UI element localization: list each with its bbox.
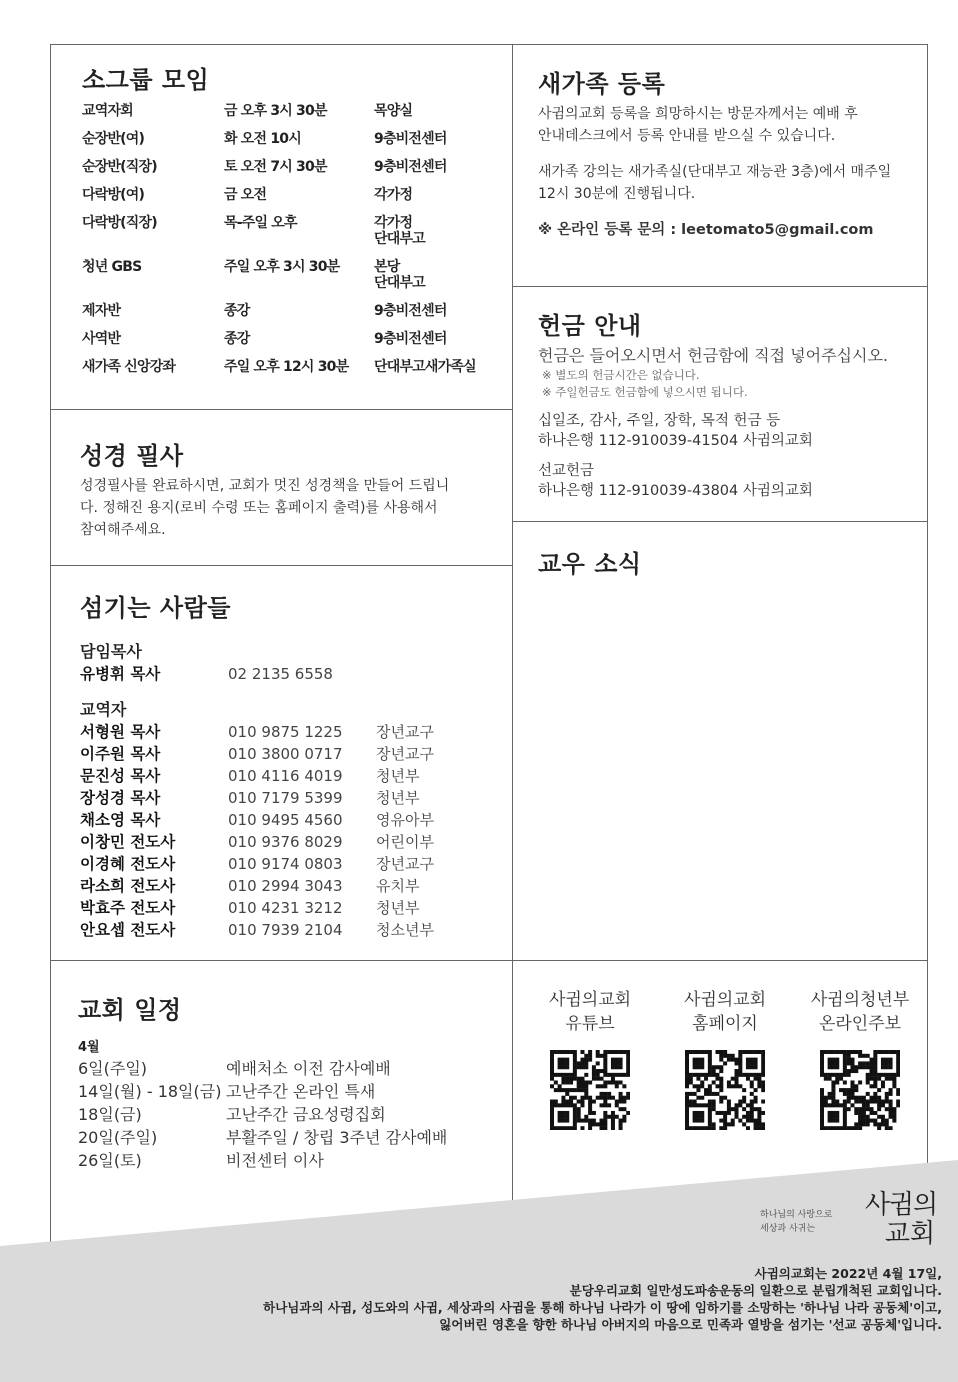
schedule-row [78,1126,498,1149]
schedule-event: 고난주간 온라인 특새 [226,1082,376,1101]
person-phone: 010 9875 1225 [228,723,343,741]
servants-section [80,588,500,941]
section-title: 성경 필사 [80,442,184,470]
person-name: 박효주 전도사 [80,899,176,917]
person-dept: 장년교구 [376,745,434,763]
logo-text: 사귐의 [864,1190,938,1220]
person-phone: 010 4116 4019 [228,767,343,785]
schedule-date: 18일(금) [78,1105,142,1124]
bible-text: 성경필사를 완료하시면, 교회가 멋진 성경책을 만들어 드립니다. 정해진 용지(로비 수령 또는 홈페이지 출력)를 사용해서 참여해주세요. [80,478,450,538]
small-group-row [82,259,502,303]
small-group-name: 다락방(직장) [82,215,157,231]
schedule-month: 4월 [78,1040,100,1055]
small-group-time: 주일 오후 12시 30분 [224,359,349,375]
small-group-time: 종강 [224,303,250,319]
qr-holder [685,1050,765,1130]
small-group-row [82,131,502,159]
staff-label: 교역자 [80,700,127,719]
person-row [80,663,500,685]
section-title: 교회 일정 [78,996,182,1024]
small-group-time: 주일 오후 3시 30분 [224,259,340,275]
person-phone: 010 9376 8029 [228,833,343,851]
small-group-row [82,187,502,215]
person-dept: 청년부 [376,899,420,917]
small-group-name: 제자반 [82,303,121,319]
divider [50,960,928,961]
schedule-event: 비전센터 이사 [226,1151,324,1170]
person-phone: 010 2994 3043 [228,877,343,895]
small-group-name: 순장반(여) [82,131,145,147]
logo-text: 교회 [884,1219,936,1249]
person-row [80,809,500,831]
person-dept: 청소년부 [376,921,434,939]
small-group-time: 금 오전 [224,187,267,203]
person-dept: 영유아부 [376,811,434,829]
new-family-para1: 사귐의교회 등록을 희망하시는 방문자께서는 예배 후 안내데스크에서 등록 안내를 받으실 수 있습니다. [538,106,858,144]
footer-text [142,1265,942,1333]
person-phone: 010 7939 2104 [228,921,343,939]
small-group-row [82,303,502,331]
schedule-date: 6일(주일) [78,1059,148,1078]
small-group-name: 교역자회 [82,103,133,119]
person-row [80,765,500,787]
small-group-row [82,215,502,259]
person-dept: 청년부 [376,789,420,807]
qr-label: 사귐의교회 [548,990,632,1010]
new-family-contact[interactable]: ※ 온라인 등록 문의 : leetomato5@gmail.com [538,222,874,238]
small-group-time: 목-주일 오후 [224,215,297,231]
small-group-section [82,60,502,387]
small-group-name: 새가족 신앙강좌 [82,359,176,375]
qr-code-icon[interactable] [685,1050,765,1130]
person-row [80,919,500,941]
small-group-time: 금 오후 3시 30분 [224,103,327,119]
senior-label: 담임목사 [80,642,142,661]
column-divider [512,44,513,1234]
person-name: 장성경 목사 [80,789,161,807]
offering-kinds: 십일조, 감사, 주일, 장학, 목적 헌금 등 [538,413,781,429]
offering-section [538,306,918,501]
offering-account: 하나은행 112-910039-41504 사귐의교회 [538,433,813,449]
small-group-place: 단대부고새가족실 [374,359,476,375]
news-section [538,544,642,579]
qr-label: 유튜브 [565,1014,615,1034]
schedule-section [78,990,498,1172]
offering-note: ※ 별도의 헌금시간은 없습니다. [542,368,700,382]
schedule-event: 고난주간 금요성령집회 [226,1105,386,1124]
tagline-line: 하나님의 사랑으로 [760,1210,833,1220]
mission-label: 선교헌금 [538,463,595,479]
small-group-name: 사역반 [82,331,121,347]
person-dept: 청년부 [376,767,420,785]
person-dept: 어린이부 [376,833,434,851]
qr-code-icon[interactable] [550,1050,630,1130]
person-phone: 010 9174 0803 [228,855,343,873]
person-phone: 02 2135 6558 [228,665,333,683]
small-group-time: 화 오전 10시 [224,131,301,147]
qr-label: 사귐의교회 [683,990,767,1010]
person-name: 유병휘 목사 [80,665,161,683]
schedule-list [78,1057,498,1172]
section-title: 교우 소식 [538,550,642,578]
small-group-row [82,103,502,131]
schedule-date: 14일(월) - 18일(금) [78,1082,222,1101]
footer-line: 하나님과의 사귐, 성도와의 사귐, 세상과의 사귐을 통해 하나님 나라가 이 땅에 임하기를 소망하는 '하나님 나라 공동체'이고, [263,1300,942,1315]
small-group-name: 다락방(여) [82,187,145,203]
schedule-event: 예배처소 이전 감사예배 [226,1059,391,1078]
divider [50,409,513,410]
small-group-place: 9층비전센터 [374,131,447,147]
staff-list [80,721,500,941]
person-phone: 010 7179 5399 [228,789,343,807]
schedule-date: 26일(토) [78,1151,142,1170]
person-name: 이주원 목사 [80,745,161,763]
church-logo [858,1190,944,1248]
person-row [80,853,500,875]
mission-account: 하나은행 112-910039-43804 사귐의교회 [538,483,813,499]
person-phone: 010 3800 0717 [228,745,343,763]
new-family-para2: 새가족 강의는 새가족실(단대부고 재능관 3층)에서 매주일 12시 30분에 진행됩니다. [538,164,892,202]
schedule-event: 부활주일 / 창립 3주년 감사예배 [226,1128,448,1147]
small-group-place: 9층비전센터 [374,159,447,175]
schedule-row [78,1103,498,1126]
tagline-line: 세상과 사귀는 [760,1224,816,1234]
section-title: 섬기는 사람들 [80,594,231,622]
schedule-row [78,1057,498,1080]
person-name: 이경혜 전도사 [80,855,176,873]
new-family-section [538,64,908,241]
qr-holder [550,1050,630,1130]
divider [512,521,928,522]
qr-item[interactable] [530,988,650,1130]
person-row [80,897,500,919]
section-title: 헌금 안내 [538,312,642,340]
bible-section [80,436,460,541]
small-group-place: 9층비전센터 [374,331,447,347]
person-row [80,787,500,809]
person-name: 문진성 목사 [80,767,161,785]
person-name: 라소희 전도사 [80,877,176,895]
person-name: 서형원 목사 [80,723,161,741]
small-group-place: 각가정 [374,187,413,203]
small-group-place: 목양실 [374,103,413,119]
small-group-place: 각가정 단대부고 [374,215,425,247]
section-title: 소그룹 모임 [82,66,210,94]
person-name: 안요셉 전도사 [80,921,176,939]
small-group-place: 본당 단대부고 [374,259,425,291]
small-group-place: 9층비전센터 [374,303,447,319]
qr-item[interactable] [665,988,785,1130]
small-group-table [82,103,502,387]
offering-note: ※ 주일헌금도 헌금함에 넣으시면 됩니다. [542,385,748,399]
qr-item[interactable] [800,988,920,1130]
small-group-row [82,359,502,387]
small-group-row [82,331,502,359]
small-group-name: 순장반(직장) [82,159,157,175]
person-phone: 010 9495 4560 [228,811,343,829]
person-dept: 유치부 [376,877,420,895]
person-phone: 010 4231 3212 [228,899,343,917]
divider [50,565,513,566]
person-row [80,875,500,897]
small-group-name: 청년 GBS [82,259,142,275]
tagline [760,1208,832,1236]
qr-code-icon[interactable] [820,1050,900,1130]
person-dept: 장년교구 [376,855,434,873]
small-group-time: 종강 [224,331,250,347]
small-group-time: 토 오전 7시 30분 [224,159,327,175]
footer-line: 사귐의교회는 2022년 4월 17일, [754,1266,942,1281]
small-group-row [82,159,502,187]
schedule-row [78,1080,498,1103]
person-name: 이창민 전도사 [80,833,176,851]
person-row [80,831,500,853]
qr-holder [820,1050,900,1130]
person-row [80,743,500,765]
schedule-date: 20일(주일) [78,1128,158,1147]
footer-line: 분당우리교회 일만성도파송운동의 일환으로 분립개척된 교회입니다. [569,1283,942,1298]
qr-area [530,988,920,1130]
section-title: 새가족 등록 [538,70,666,98]
person-name: 채소영 목사 [80,811,161,829]
qr-label: 사귐의청년부 [810,990,910,1010]
divider [512,286,928,287]
person-dept: 장년교구 [376,723,434,741]
qr-label: 홈페이지 [692,1014,758,1034]
qr-label: 온라인주보 [818,1014,902,1034]
person-row [80,721,500,743]
footer-line: 잃어버린 영혼을 향한 하나님 아버지의 마음으로 민족과 열방을 섬기는 '선교 공동체'입니다. [439,1317,942,1332]
offering-lead: 헌금은 들어오시면서 헌금함에 직접 넣어주십시오. [538,346,889,365]
